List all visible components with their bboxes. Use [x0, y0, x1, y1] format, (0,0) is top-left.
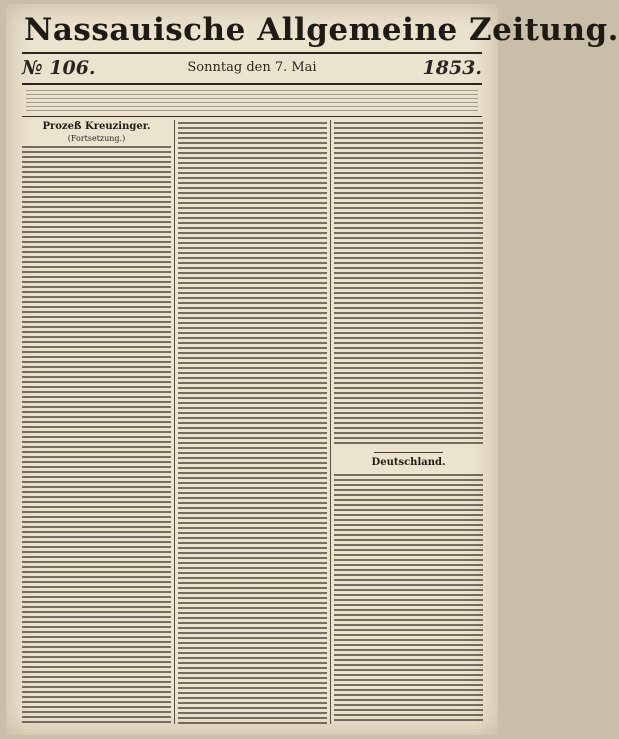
article-body-kreuzinger: [22, 146, 171, 724]
column-divider-2: [330, 120, 331, 724]
section-deutschland: [334, 456, 483, 469]
article-body-deutschland: [334, 474, 483, 724]
section-heading-deutschland: Deutschland.: [371, 457, 446, 468]
dateline-rule: [22, 83, 482, 85]
issue-year: 1853.: [422, 57, 482, 79]
column-divider-1: [174, 120, 175, 724]
column-middle: [178, 120, 327, 726]
masthead-title: Nassauische Allgemeine Zeitung.: [24, 12, 619, 48]
article-subheading-fortsetzung: (Fortsetzung.): [67, 134, 126, 143]
article-body-right-top: [334, 122, 483, 446]
column-left: [22, 120, 171, 726]
masthead-rule: [22, 52, 482, 54]
article-body-middle: [178, 122, 327, 724]
notice-rule: [22, 116, 482, 117]
issue-date: Sonntag den 7. Mai: [187, 60, 317, 75]
subscription-notice: [26, 90, 478, 112]
article-heading-kreuzinger: Prozeß Kreuzinger.: [42, 121, 151, 132]
section-rule: [374, 452, 443, 453]
column-right: [334, 120, 483, 726]
newspaper-page: [6, 4, 619, 735]
issue-number: № 106.: [22, 57, 96, 79]
dateline: [22, 56, 482, 80]
